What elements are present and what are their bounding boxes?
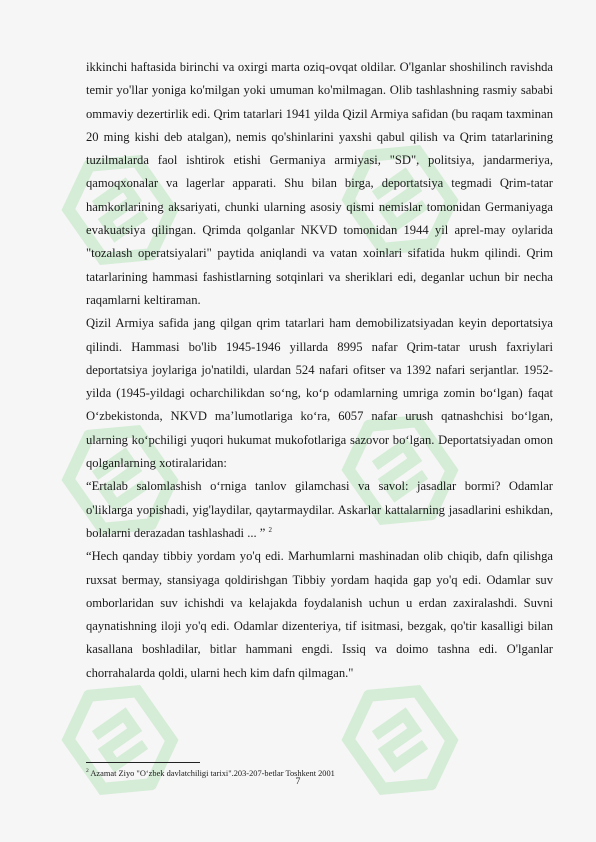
footnote-text: Azamat Ziyo "O‘zbek davlatchiligi tarixi".203-207-betlar Toshkent 2001 [88, 768, 335, 778]
body-text [86, 56, 553, 685]
paragraph-2: Qizil Armiya safida jang qilgan qrim tatarlari ham demobilizatsiyadan keyin deportatsiya qilindi. Hammasi bo'lib 1945-1946 yillarda 8995 nafar Qrim-tatar urush faxriylari deportatsiya joylariga jo'natildi, ulardan 524 nafari ofitser va 1392 nafari serjantlar. 1952-yilda (1945-yildagi ocharchilikdan so‘ng, ko‘p odamlarning umriga zomin bo‘lgan) faqat O‘zbekistonda, NKVD ma’lumotlariga ko‘ra, 6057 nafar urush qatnashchisi bo‘lgan, ularning ko‘pchiligi yuqori hukumat mukofotlariga sazovor bo‘lgan. Deportatsiyadan omon qolganlarning xotiralaridan: [86, 316, 553, 471]
footnote-reference[interactable]: 2 [268, 525, 273, 534]
quote-paragraph-1 [86, 475, 553, 545]
footnote-marker: 2 [86, 768, 89, 774]
quote-1-text: “Ertalab salomlashish o‘rniga tanlov gilamchasi va savol: jasadlar bormi? Odamlar o'liklarga yopishadi, yig'laydilar, qaytarmaydilar. Askarlar kattalarning jasadlarini eshikdan, bolalarni derazadan tashlashadi ... ” [86, 479, 553, 540]
footnote-divider [86, 762, 200, 763]
page-number: 7 [295, 777, 301, 787]
paragraph-1: ikkinchi haftasida birinchi va oxirgi marta oziq-ovqat oldilar. O'lganlar shoshilinch ravishda temir yo'llar yoniga ko'milgan yoki umuman ko'milmagan. Olib tashlashning rasmiy sababi ommaviy dezertirlik edi. Qrim tatarlari 1941 yilda Qizil Armiya safidan (bu raqam taxminan 20 ming kishi deb atalgan), nemis qo'shinlarini yaxshi qabul qilish va Qrim tatarlarining tuzilmalarda faol ishtirok etishi Germaniya armiyasi, "SD", politsiya, jandarmeriya, qamoqxonalar va lagerlar apparati. Shu bilan birga, deportatsiya tegmadi Qrim-tatar hamkorlarining aksariyati, chunki ularning asosiy qismi nemislar tomonidan Germaniyaga evakuatsiya qilingan. Qrimda qolganlar NKVD tomonidan 1944 yil aprel-may oylarida "tozalash operatsiyalari" paytida aniqlandi va vatan xoinlari sifatida hukm qilindi. Qrim tatarlarining hammasi fashistlarning sotqinlari va sheriklari edi, deganlar uchun bir necha raqamlarni keltiraman. [86, 60, 553, 307]
quote-paragraph-2: “Hech qanday tibbiy yordam yo'q edi. Marhumlarni mashinadan olib chiqib, dafn qilishga ruxsat bermay, stansiyaga qoldirishgan Tibbiy yordam haqida gap yo'q edi. Odamlar suv omborlaridan suv ichishdi va kelajakda foydalanish uchun u erdan zaxiralashdi. Suvni qaynatishning iloji yo'q edi. Odamlar dizenteriya, tif isitmasi, bezgak, qo'tir kasalligi bilan kasallana boshladilar, bitlar hammani engdi. Issiq va doimo tashna edi. O'lganlar chorrahalarda qoldi, ularni hech kim dafn qilmagan." [86, 549, 553, 680]
